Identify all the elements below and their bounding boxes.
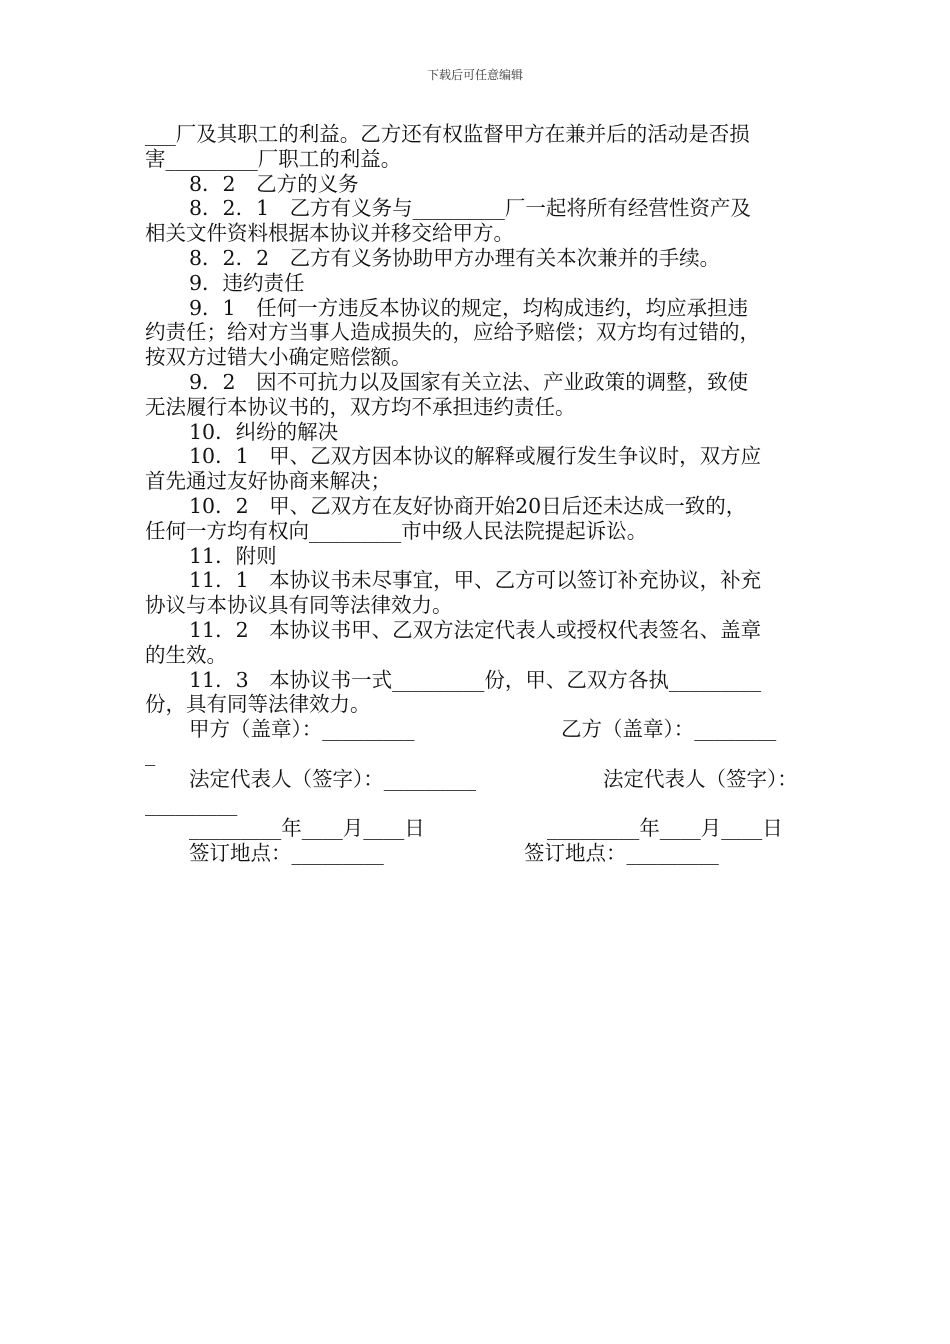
party-a-seal-field: 甲方（盖章）：_________ [189,717,415,742]
text-line: 无法履行本协议书的，双方均不承担违约责任。 [145,394,576,419]
text-line: 协议与本协议具有同等法律效力。 [145,593,453,618]
clause-line: 11．2 本协议书甲、乙双方法定代表人或授权代表签名、盖章 [189,617,762,642]
section-heading: 9．违约责任 [189,270,305,295]
page-header: 下载后可任意编辑 [426,68,523,82]
party-b-seal-wrap: _ [145,741,156,766]
party-b-seal-field: 乙方（盖章）：________ [561,717,777,742]
place-row [145,841,815,866]
clause-line: 8．2．1 乙方有义务与_________厂一起将所有经营性资产及 [189,196,751,221]
party-b-date-field: _________年____月____日 [547,816,783,841]
document-body [145,122,815,866]
clause-line: 9．2 因不可抗力以及国家有关立法、产业政策的调整，致使 [189,369,749,394]
section-heading: 11．附则 [189,543,277,568]
seal-row-wrap [145,742,815,767]
clause-line: 10．2 甲、乙双方在友好协商开始20日后还未达成一致的， [189,493,747,518]
clause-line: 9．1 任何一方违反本协议的规定，均构成违约，均应承担违 [189,295,749,320]
party-b-representative-wrap: _________ [145,791,238,816]
clause-line: 8．2．2 乙方有义务协助甲方办理有关本次兼并的手续。 [189,245,721,270]
clause-line: 10．1 甲、乙双方因本协议的解释或履行发生争议时，双方应 [189,444,762,469]
text-line: 份，具有同等法律效力。 [145,692,371,717]
party-a-date-field: _________年____月____日 [189,816,425,841]
clause-line: 11．3 本协议书一式_________份，甲、乙双方各执_________ [189,667,762,692]
section-heading: 8．2 乙方的义务 [189,171,359,196]
clause-line: 11．1 本协议书未尽事宜，甲、乙方可以签订补充协议，补充 [189,568,762,593]
party-a-place-field: 签订地点：_________ [189,841,384,866]
representative-row-wrap [145,792,815,817]
text-line: ___厂及其职工的利益。乙方还有权监督甲方在兼并后的活动是否损 [145,122,750,146]
text-line: 任何一方均有权向_________市中级人民法院提起诉讼。 [145,518,648,543]
text-line: 按双方过错大小确定赔偿额。 [145,345,412,370]
representative-row [145,767,815,792]
seal-row [145,717,815,742]
party-a-representative-field: 法定代表人（签字）：_________ [189,766,476,791]
party-b-representative-field: 法定代表人（签字）： [603,766,798,791]
section-heading: 10．纠纷的解决 [189,419,339,444]
party-b-place-field: 签订地点：_________ [524,841,719,866]
text-line: 相关文件资料根据本协议并移交给甲方。 [145,221,514,246]
text-line: 约责任；给对方当事人造成损失的，应给予赔偿；双方均有过错的， [145,320,760,345]
text-line: 的生效。 [145,642,227,667]
date-row [145,816,815,841]
text-line: 害_________厂职工的利益。 [145,146,402,171]
text-line: 首先通过友好协商来解决； [145,469,391,494]
